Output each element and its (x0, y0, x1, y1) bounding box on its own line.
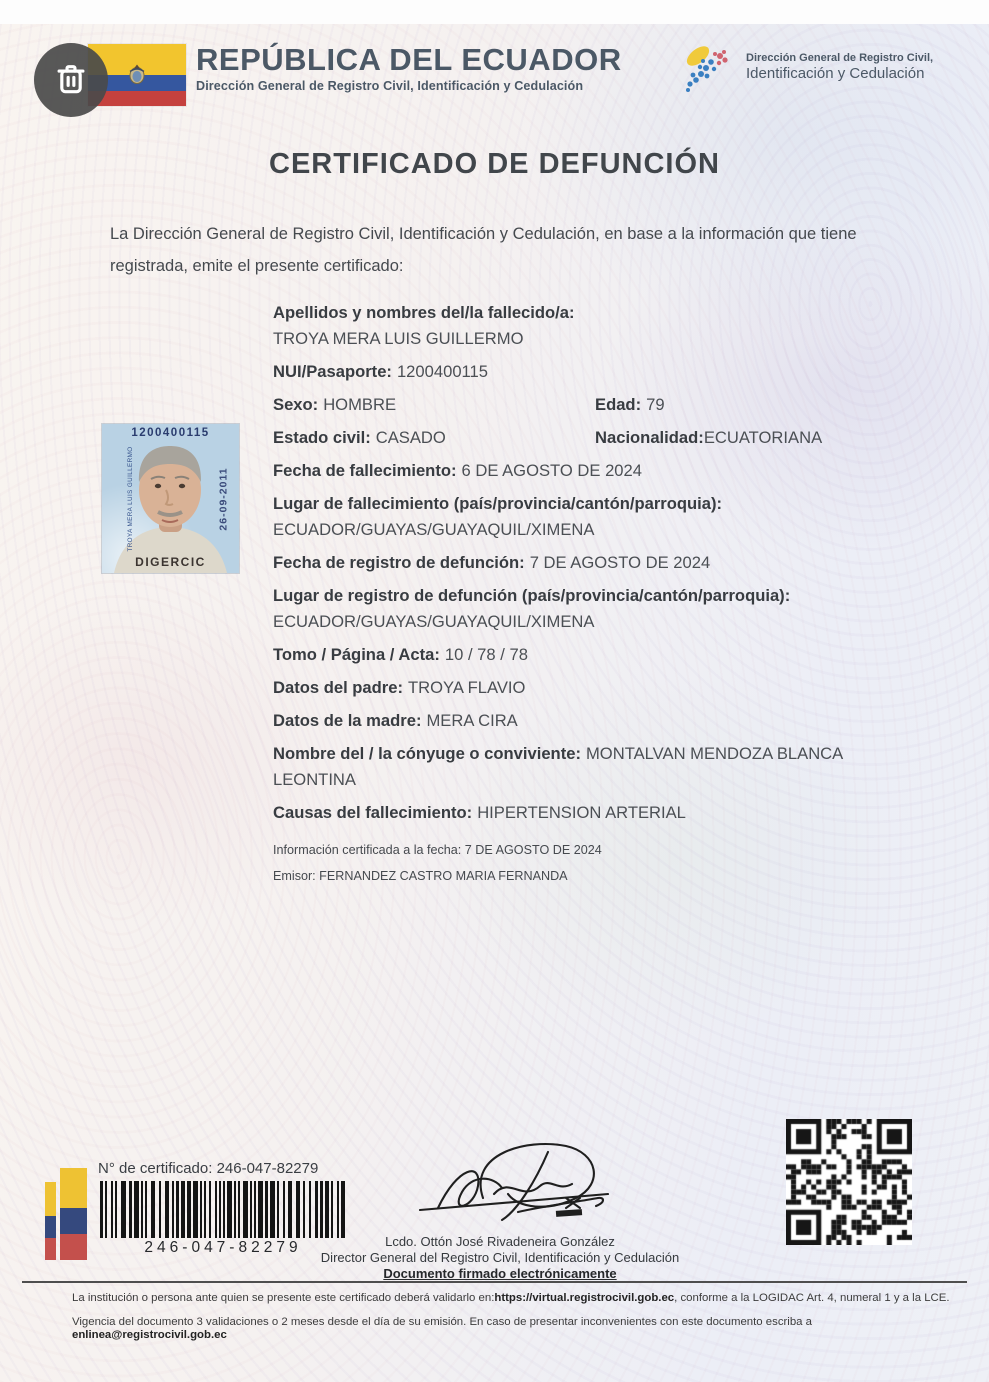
field-fecha-fallecimiento: Fecha de fallecimiento: 6 DE AGOSTO DE 2024 (273, 461, 642, 480)
field-tomo-pagina-acta: Tomo / Página / Acta: 10 / 78 / 78 (273, 645, 528, 664)
intro-paragraph: La Dirección General de Registro Civil, Identificación y Cedulación, en base a la información que tiene registrada, emite el presente certificado: (110, 225, 857, 276)
disclaimer-line2: Vigencia del documento 3 validaciones o 2 meses desde el día de su emisión. En caso de presentar inconvenientes con este documento escriba a enlinea@registrocivil.gob.ec (72, 1315, 813, 1342)
footer-divider (22, 1281, 967, 1283)
republic-subtitle: Dirección General de Registro Civil, Identificación y Cedulación (196, 79, 584, 93)
field-causas: Causas del fallecimiento: HIPERTENSION ARTERIAL (273, 803, 686, 822)
agency-line2: Identificación y Cedulación (746, 65, 925, 82)
barcode-number: 246-047-82279 (144, 1239, 302, 1256)
top-margin (0, 0, 989, 24)
header-titles (196, 44, 622, 93)
delete-button[interactable] (34, 43, 108, 117)
emitter-line: Emisor: FERNANDEZ CASTRO MARIA FERNANDA (273, 869, 568, 883)
page-title: CERTIFICADO DE DEFUNCIÓN (269, 148, 720, 180)
certified-date-line: Información certificada a la fecha: 7 DE AGOSTO DE 2024 (273, 843, 602, 857)
field-fecha-registro: Fecha de registro de defunción: 7 DE AGOSTO DE 2024 (273, 553, 711, 572)
certificate-number-label: N° de certificado: 246-047-82279 (98, 1160, 319, 1177)
field-lugar-registro: Lugar de registro de defunción (país/provincia/cantón/parroquia): ECUADOR/GUAYAS/GUAYAQUIL/XIMENA (273, 586, 791, 631)
photo-agency-label: DIGERCIC (135, 555, 206, 569)
registro-civil-logo-block (676, 40, 933, 103)
field-sexo-edad: Sexo: HOMBRE Edad: 79 (273, 395, 665, 414)
certification-info (273, 843, 602, 895)
electronic-signature-note: Documento firmado electrónicamente (383, 1266, 617, 1281)
field-apellidos: Apellidos y nombres del/la fallecido/a: TROYA MERA LUIS GUILLERMO (273, 303, 575, 348)
certificate-fields (273, 300, 921, 833)
deceased-photo (102, 424, 239, 573)
legal-disclaimer (72, 1292, 952, 1353)
barcode (100, 1181, 346, 1238)
field-conyuge: Nombre del / la cónyuge o conviviente: MONTALVAN MENDOZA BLANCA LEONTINA (273, 744, 843, 789)
republic-title: REPÚBLICA DEL ECUADOR (196, 42, 622, 77)
photo-date: 26-09-2011 (217, 466, 230, 531)
field-lugar-fallecimiento: Lugar de fallecimiento (país/provincia/cantón/parroquia): ECUADOR/GUAYAS/GUAYAQUIL/XIMENA (273, 494, 723, 539)
field-nui: NUI/Pasaporte: 1200400115 (273, 362, 489, 381)
ecuador-crest-icon (124, 61, 150, 87)
registro-civil-logo-icon (676, 40, 740, 103)
field-madre: Datos de la madre: MERA CIRA (273, 711, 518, 730)
agency-line1: Dirección General de Registro Civil, (746, 52, 934, 64)
trash-icon (52, 60, 90, 101)
qr-code (786, 1119, 912, 1245)
photo-side-name: TROYA MERA LUIS GUILLERMO (127, 445, 135, 552)
signer-title: Director General del Registro Civil, Identificación y Cedulación (320, 1250, 680, 1265)
field-padre: Datos del padre: TROYA FLAVIO (273, 678, 526, 697)
photo-id-number: 1200400115 (131, 427, 210, 439)
flag-bar (45, 1168, 87, 1260)
disclaimer-line1: La institución o persona ante quien se presente este certificado deberá validarlo en:https://virtual.registrocivil.gob.ec, conforme a la LOGIDAC Art. 4, numeral 1 y a la LCE. (72, 1292, 950, 1304)
signature (398, 1136, 628, 1246)
field-estado-nacionalidad: Estado civil: CASADO Nacionalidad:ECUATORIANA (273, 428, 823, 447)
signer-name: Lcdo. Ottón José Rivadeneira González (385, 1234, 615, 1249)
